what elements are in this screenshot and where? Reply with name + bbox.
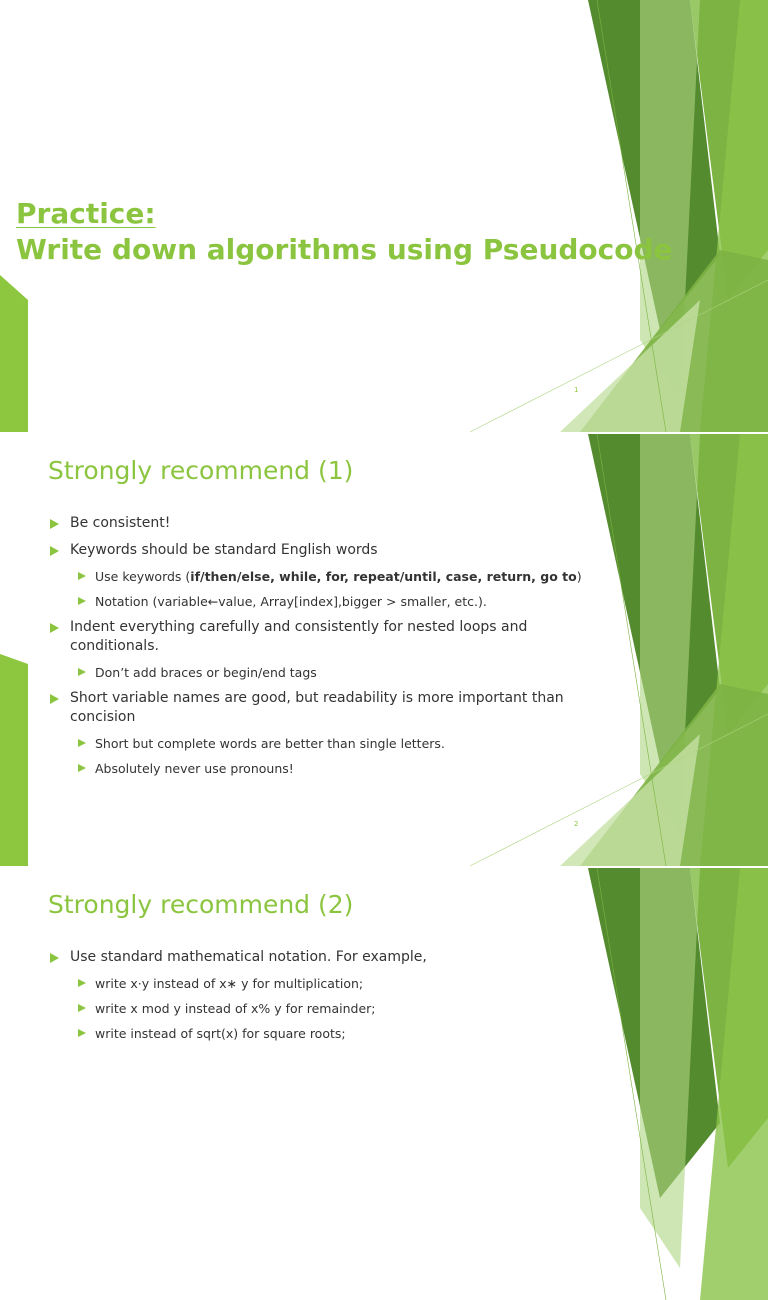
slide-1 — [0, 0, 768, 432]
page-number: 2 — [574, 820, 579, 828]
list-item: Short variable names are good, but readability is more important than concision Short but complete words are better than single letters. Absolutely never use pronouns! — [50, 689, 590, 777]
slide-3-title: Strongly recommend (2) — [48, 890, 354, 919]
sub-list-item: Notation (variable←value, Array[index],bigger > smaller, etc.). — [70, 593, 590, 610]
list-item: Be consistent! — [50, 514, 590, 533]
list-item: Use standard mathematical notation. For example, write x·y instead of x∗ y for multiplication; write x mod y instead of x% y for remainder; write instead of sqrt(x) for square roots; — [50, 948, 590, 1042]
sub-list-item: write x·y instead of x∗ y for multiplication; — [70, 975, 590, 992]
list-item: Keywords should be standard English words Use keywords (if/then/else, while, for, repeat/until, case, return, go to) Notation (variable←value, Array[index],bigger > smaller, etc.). — [50, 541, 590, 610]
slide-decoration — [0, 868, 768, 1300]
sub-list-item: Use keywords (if/then/else, while, for, repeat/until, case, return, go to) — [70, 568, 590, 585]
sub-list-item: Short but complete words are better than single letters. — [70, 735, 590, 752]
slide-2-title: Strongly recommend (1) — [48, 456, 354, 485]
page-number: 1 — [574, 386, 579, 394]
list-item: Indent everything carefully and consistently for nested loops and conditionals. Don’t add braces or begin/end tags — [50, 618, 590, 681]
sub-list-item: Absolutely never use pronouns! — [70, 760, 590, 777]
bullet-list — [50, 514, 590, 785]
sub-list-item: Don’t add braces or begin/end tags — [70, 664, 590, 681]
bullet-list — [50, 948, 590, 1050]
title-line-2: Write down algorithms using Pseudocode — [16, 233, 673, 266]
slide-3 — [0, 868, 768, 1041]
sub-list-item: write instead of sqrt(x) for square roots; — [70, 1025, 590, 1042]
sub-list-item: write x mod y instead of x% y for remainder; — [70, 1000, 590, 1017]
slide-1-title — [16, 196, 673, 268]
title-line-1: Practice: — [16, 197, 156, 230]
slide-2 — [0, 434, 768, 866]
